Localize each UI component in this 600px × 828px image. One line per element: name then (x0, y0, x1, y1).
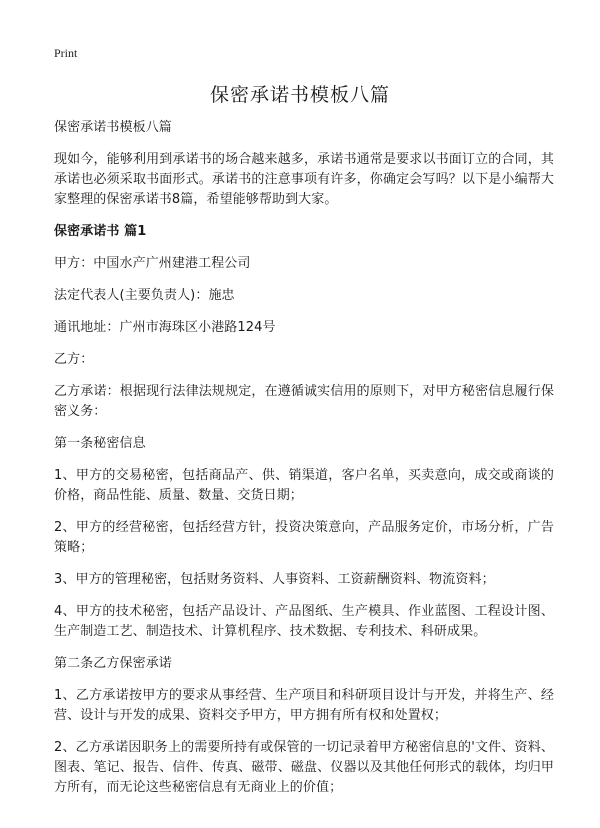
address: 通讯地址：广州市海珠区小港路124号 (54, 320, 276, 335)
article-two-heading: 第二条乙方保密承诺 (54, 656, 172, 671)
party-b-commitment: 乙方承诺：根据现行法律法规规定，在遵循诚实信用的原则下，对甲方秘密信息履行保密义务： (54, 384, 554, 419)
subtitle-paragraph: 保密承诺书模板八篇 (54, 120, 172, 135)
article-two-item-2: 2、乙方承诺因职务上的需要所持有或保管的一切记录着甲方秘密信息的'文件、资料、图表、笔记、报告、信件、传真、磁带、磁盘、仪器以及其他任何形式的载体，均归甲方所有，而无论这些秘密信息有无商业上的价值； (54, 740, 554, 795)
article-one-item-4: 4、甲方的技术秘密，包括产品设计、产品图纸、生产模具、作业蓝图、工程设计图、生产制造工艺、制造技术、计算机程序、技术数据、专利技术、科研成果。 (54, 604, 554, 639)
legal-representative: 法定代表人(主要负责人)：施忠 (54, 288, 235, 303)
party-a: 甲方：中国水产广州建港工程公司 (54, 256, 251, 271)
article-one-heading: 第一条秘密信息 (54, 436, 146, 451)
article-one-item-1: 1、甲方的交易秘密，包括商品产、供、销渠道，客户名单，买卖意向，成交或商谈的价格，商品性能、质量、数量、交货日期； (54, 468, 554, 503)
section-heading: 保密承诺书 篇1 (54, 224, 147, 239)
article-two-item-1: 1、乙方承诺按甲方的要求从事经营、生产项目和科研项目设计与开发，并将生产、经营、设计与开发的成果、资料交予甲方，甲方拥有所有权和处置权； (54, 688, 554, 723)
party-b: 乙方： (54, 352, 94, 367)
article-one-item-3: 3、甲方的管理秘密，包括财务资料、人事资料、工资薪酬资料、物流资料； (54, 572, 495, 587)
document-body (54, 118, 554, 810)
print-link[interactable]: Print (54, 46, 78, 60)
intro-paragraph: 现如今，能够利用到承诺书的场合越来越多，承诺书通常是要求以书面订立的合同，其承诺也必须采取书面形式。承诺书的注意事项有许多，你确定会写吗？以下是小编帮大家整理的保密承诺书8篇，希望能够帮助到大家。 (54, 152, 554, 207)
article-one-item-2: 2、甲方的经营秘密，包括经营方针，投资决策意向，产品服务定价，市场分析，广告策略； (54, 520, 554, 555)
document-title: 保密承诺书模板八篇 (209, 84, 390, 106)
